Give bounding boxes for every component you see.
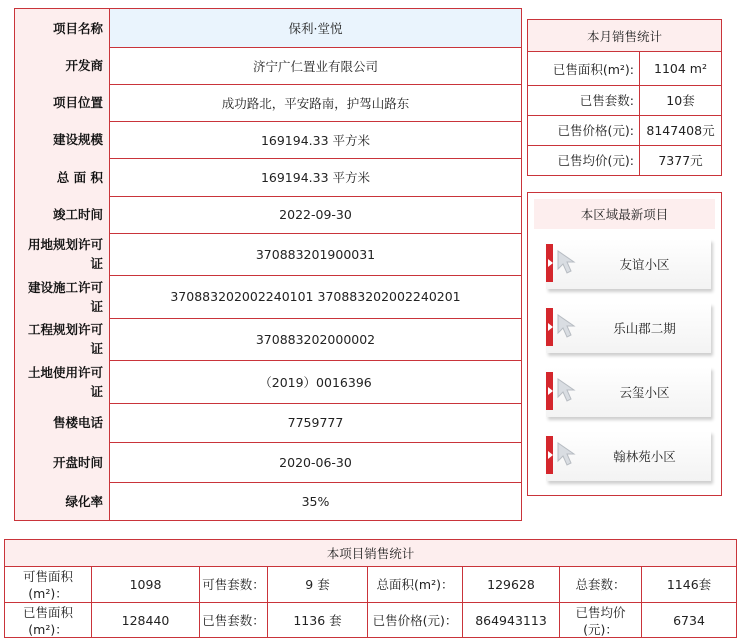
info-value-land-plan-permit: 370883201900031 xyxy=(255,246,376,262)
info-label: 用地规划许可证 xyxy=(15,233,110,275)
latest-project-item[interactable] xyxy=(546,367,711,417)
monthly-value-sold-units: 10套 xyxy=(666,93,695,108)
info-label: 建设规模 xyxy=(15,121,110,158)
info-label: 绿化率 xyxy=(15,482,110,520)
info-row-location xyxy=(15,84,521,122)
latest-projects-title: 本区域最新项目 xyxy=(534,199,715,229)
info-label: 建设施工许可证 xyxy=(15,275,110,318)
latest-project-item[interactable] xyxy=(546,303,711,353)
pointer-arrow-icon xyxy=(556,377,578,403)
info-row-engineering-permit xyxy=(15,318,521,361)
info-value-sales-phone: 7759777 xyxy=(287,415,344,430)
info-value-opening: 2020-06-30 xyxy=(279,454,352,470)
sales-label: 总面积(m²)： xyxy=(368,567,463,602)
sales-label: 可售面积(m²)： xyxy=(5,567,92,602)
sales-row-available xyxy=(5,567,736,603)
info-label: 开盘时间 xyxy=(15,442,110,482)
project-sales-title: 本项目销售统计 xyxy=(5,540,736,567)
info-row-land-use-permit xyxy=(15,360,521,404)
sales-label: 已售套数： xyxy=(200,603,268,638)
monthly-value-sold-price: 8147408元 xyxy=(646,123,715,138)
info-value-total-area: 169194.33 平方米 xyxy=(260,170,371,185)
info-label: 土地使用许可证 xyxy=(15,360,110,403)
sales-value-sold-price: 864943113 xyxy=(463,603,560,638)
latest-project-item[interactable] xyxy=(546,431,711,481)
info-value-location: 成功路北，平安路南，护驾山路东 xyxy=(221,95,410,111)
info-label: 总 面 积 xyxy=(15,158,110,196)
monthly-row-sold-units xyxy=(528,85,721,116)
monthly-sales-panel xyxy=(527,19,722,176)
pointer-arrow-icon xyxy=(556,249,578,275)
sales-label: 可售套数： xyxy=(200,567,268,602)
info-value-project-name: 保利·堂悦 xyxy=(110,9,521,47)
latest-project-name[interactable]: 友谊小区 xyxy=(619,257,670,272)
info-row-sales-phone xyxy=(15,403,521,443)
latest-project-item[interactable] xyxy=(546,239,711,289)
info-label: 项目位置 xyxy=(15,84,110,121)
sales-row-sold xyxy=(5,603,736,638)
monthly-row-avg-price xyxy=(528,145,721,175)
info-row-greening xyxy=(15,482,521,520)
info-value-completion: 2022-09-30 xyxy=(279,207,352,222)
sales-value-avg-price: 6734 xyxy=(673,613,705,628)
monthly-label: 已售价格(元): xyxy=(528,115,640,145)
sales-label: 总套数： xyxy=(560,567,642,602)
monthly-row-sold-area xyxy=(528,52,721,86)
monthly-value-avg-price: 7377元 xyxy=(658,153,703,168)
latest-projects-panel xyxy=(527,192,722,496)
info-value-scale: 169194.33 平方米 xyxy=(260,132,371,148)
sales-value-available-units: 9 套 xyxy=(268,567,368,602)
monthly-label: 已售均价(元): xyxy=(528,145,640,175)
project-info-table xyxy=(14,8,522,521)
info-label: 工程规划许可证 xyxy=(15,318,110,360)
info-row-construction-permit xyxy=(15,275,521,319)
info-row-total-area xyxy=(15,158,521,197)
info-label: 竣工时间 xyxy=(15,196,110,233)
sales-value-available-area: 1098 xyxy=(92,567,200,602)
info-value-engineering-permit: 370883202000002 xyxy=(255,331,376,347)
sales-label: 已售面积(m²)： xyxy=(5,603,92,638)
info-row-land-plan-permit xyxy=(15,233,521,276)
info-value-greening: 35% xyxy=(301,493,330,509)
latest-project-name[interactable]: 翰林苑小区 xyxy=(613,449,676,464)
info-row-opening xyxy=(15,442,521,483)
sales-value-sold-area: 128440 xyxy=(92,603,200,638)
monthly-label: 已售面积(m²): xyxy=(528,52,640,85)
info-label: 项目名称 xyxy=(15,9,110,47)
accent-bar xyxy=(546,244,553,282)
monthly-row-sold-price xyxy=(528,115,721,146)
sales-value-total-area: 129628 xyxy=(463,567,560,602)
info-value-land-use-permit: （2019）0016396 xyxy=(259,374,372,390)
sales-value-sold-units: 1136 套 xyxy=(268,603,368,638)
sales-value-total-units: 1146套 xyxy=(666,577,712,592)
project-sales-panel xyxy=(4,539,737,638)
info-value-developer: 济宁广仁置业有限公司 xyxy=(252,58,378,74)
info-row-name xyxy=(15,9,521,48)
sales-label: 已售价格(元)： xyxy=(368,603,463,638)
info-row-scale xyxy=(15,121,521,159)
monthly-value-sold-area: 1104 m² xyxy=(654,61,707,76)
latest-project-name[interactable]: 乐山郡二期 xyxy=(613,321,676,336)
accent-bar xyxy=(546,308,553,346)
monthly-label: 已售套数: xyxy=(528,85,640,115)
pointer-arrow-icon xyxy=(556,441,578,467)
accent-bar xyxy=(546,372,553,410)
monthly-sales-title: 本月销售统计 xyxy=(528,20,721,52)
info-row-developer xyxy=(15,47,521,85)
info-label: 售楼电话 xyxy=(15,403,110,442)
info-row-completion xyxy=(15,196,521,234)
info-value-construction-permit: 370883202002240101 370883202002240201 xyxy=(170,289,461,304)
accent-bar xyxy=(546,436,553,474)
pointer-arrow-icon xyxy=(556,313,578,339)
latest-project-name[interactable]: 云玺小区 xyxy=(619,385,670,400)
sales-label: 已售均价(元)： xyxy=(560,603,642,638)
info-label: 开发商 xyxy=(15,47,110,84)
